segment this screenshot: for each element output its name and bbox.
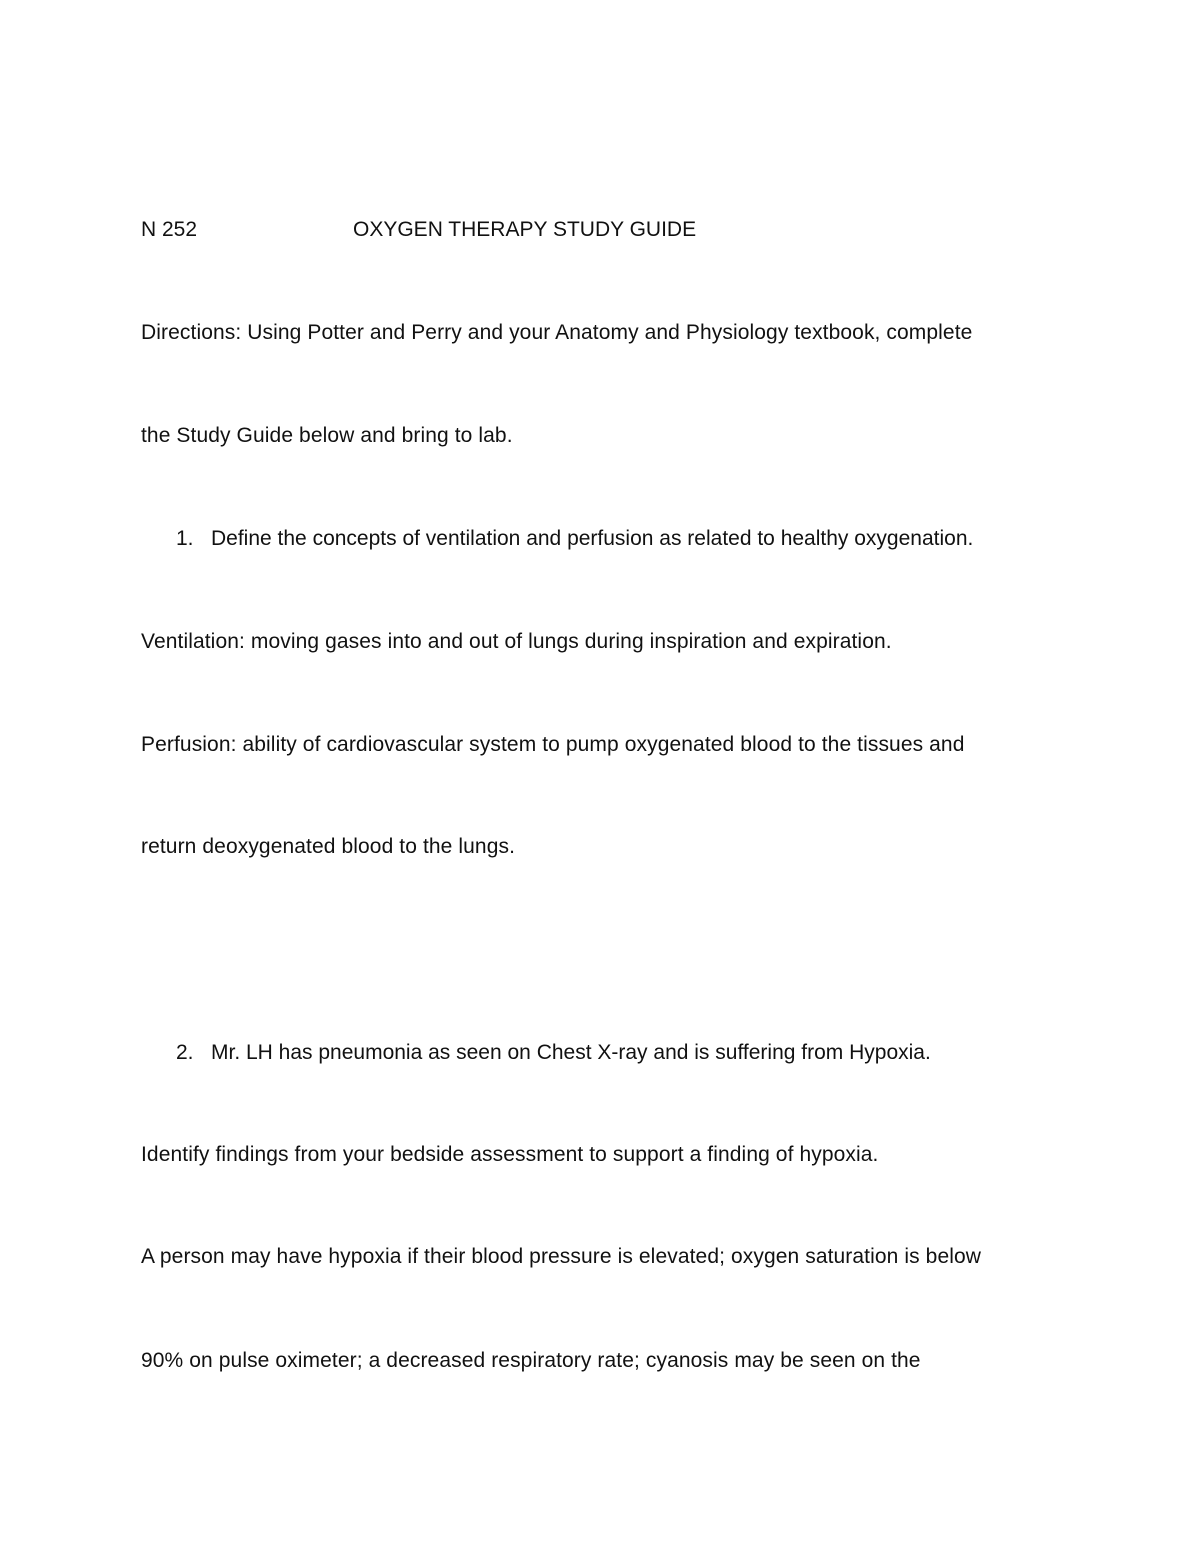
question-2-text: Mr. LH has pneumonia as seen on Chest X-ray and is suffering from Hypoxia.: [211, 1041, 931, 1064]
course-code: N 252: [141, 218, 198, 241]
question-1-answer-line-2: Perfusion: ability of cardiovascular system to pump oxygenated blood to the tissues and: [141, 733, 965, 756]
directions-line-1: Directions: Using Potter and Perry and your Anatomy and Physiology textbook, complete: [141, 321, 973, 344]
question-1-text: Define the concepts of ventilation and perfusion as related to healthy oxygenation.: [211, 527, 974, 550]
question-2-answer-line-1: Identify findings from your bedside assessment to support a finding of hypoxia.: [141, 1143, 879, 1166]
page-title: OXYGEN THERAPY STUDY GUIDE: [353, 218, 697, 241]
question-2-answer-line-3: 90% on pulse oximeter; a decreased respiratory rate; cyanosis may be seen on the: [141, 1349, 921, 1372]
question-2-number: 2.: [176, 1041, 194, 1064]
question-1-number: 1.: [176, 527, 194, 550]
directions-line-2: the Study Guide below and bring to lab.: [141, 424, 513, 447]
question-1-answer-line-3: return deoxygenated blood to the lungs.: [141, 835, 516, 858]
question-1-answer-line-1: Ventilation: moving gases into and out of lungs during inspiration and expiration.: [141, 630, 892, 653]
question-2-answer-line-2: A person may have hypoxia if their blood pressure is elevated; oxygen saturation is below: [141, 1245, 982, 1268]
